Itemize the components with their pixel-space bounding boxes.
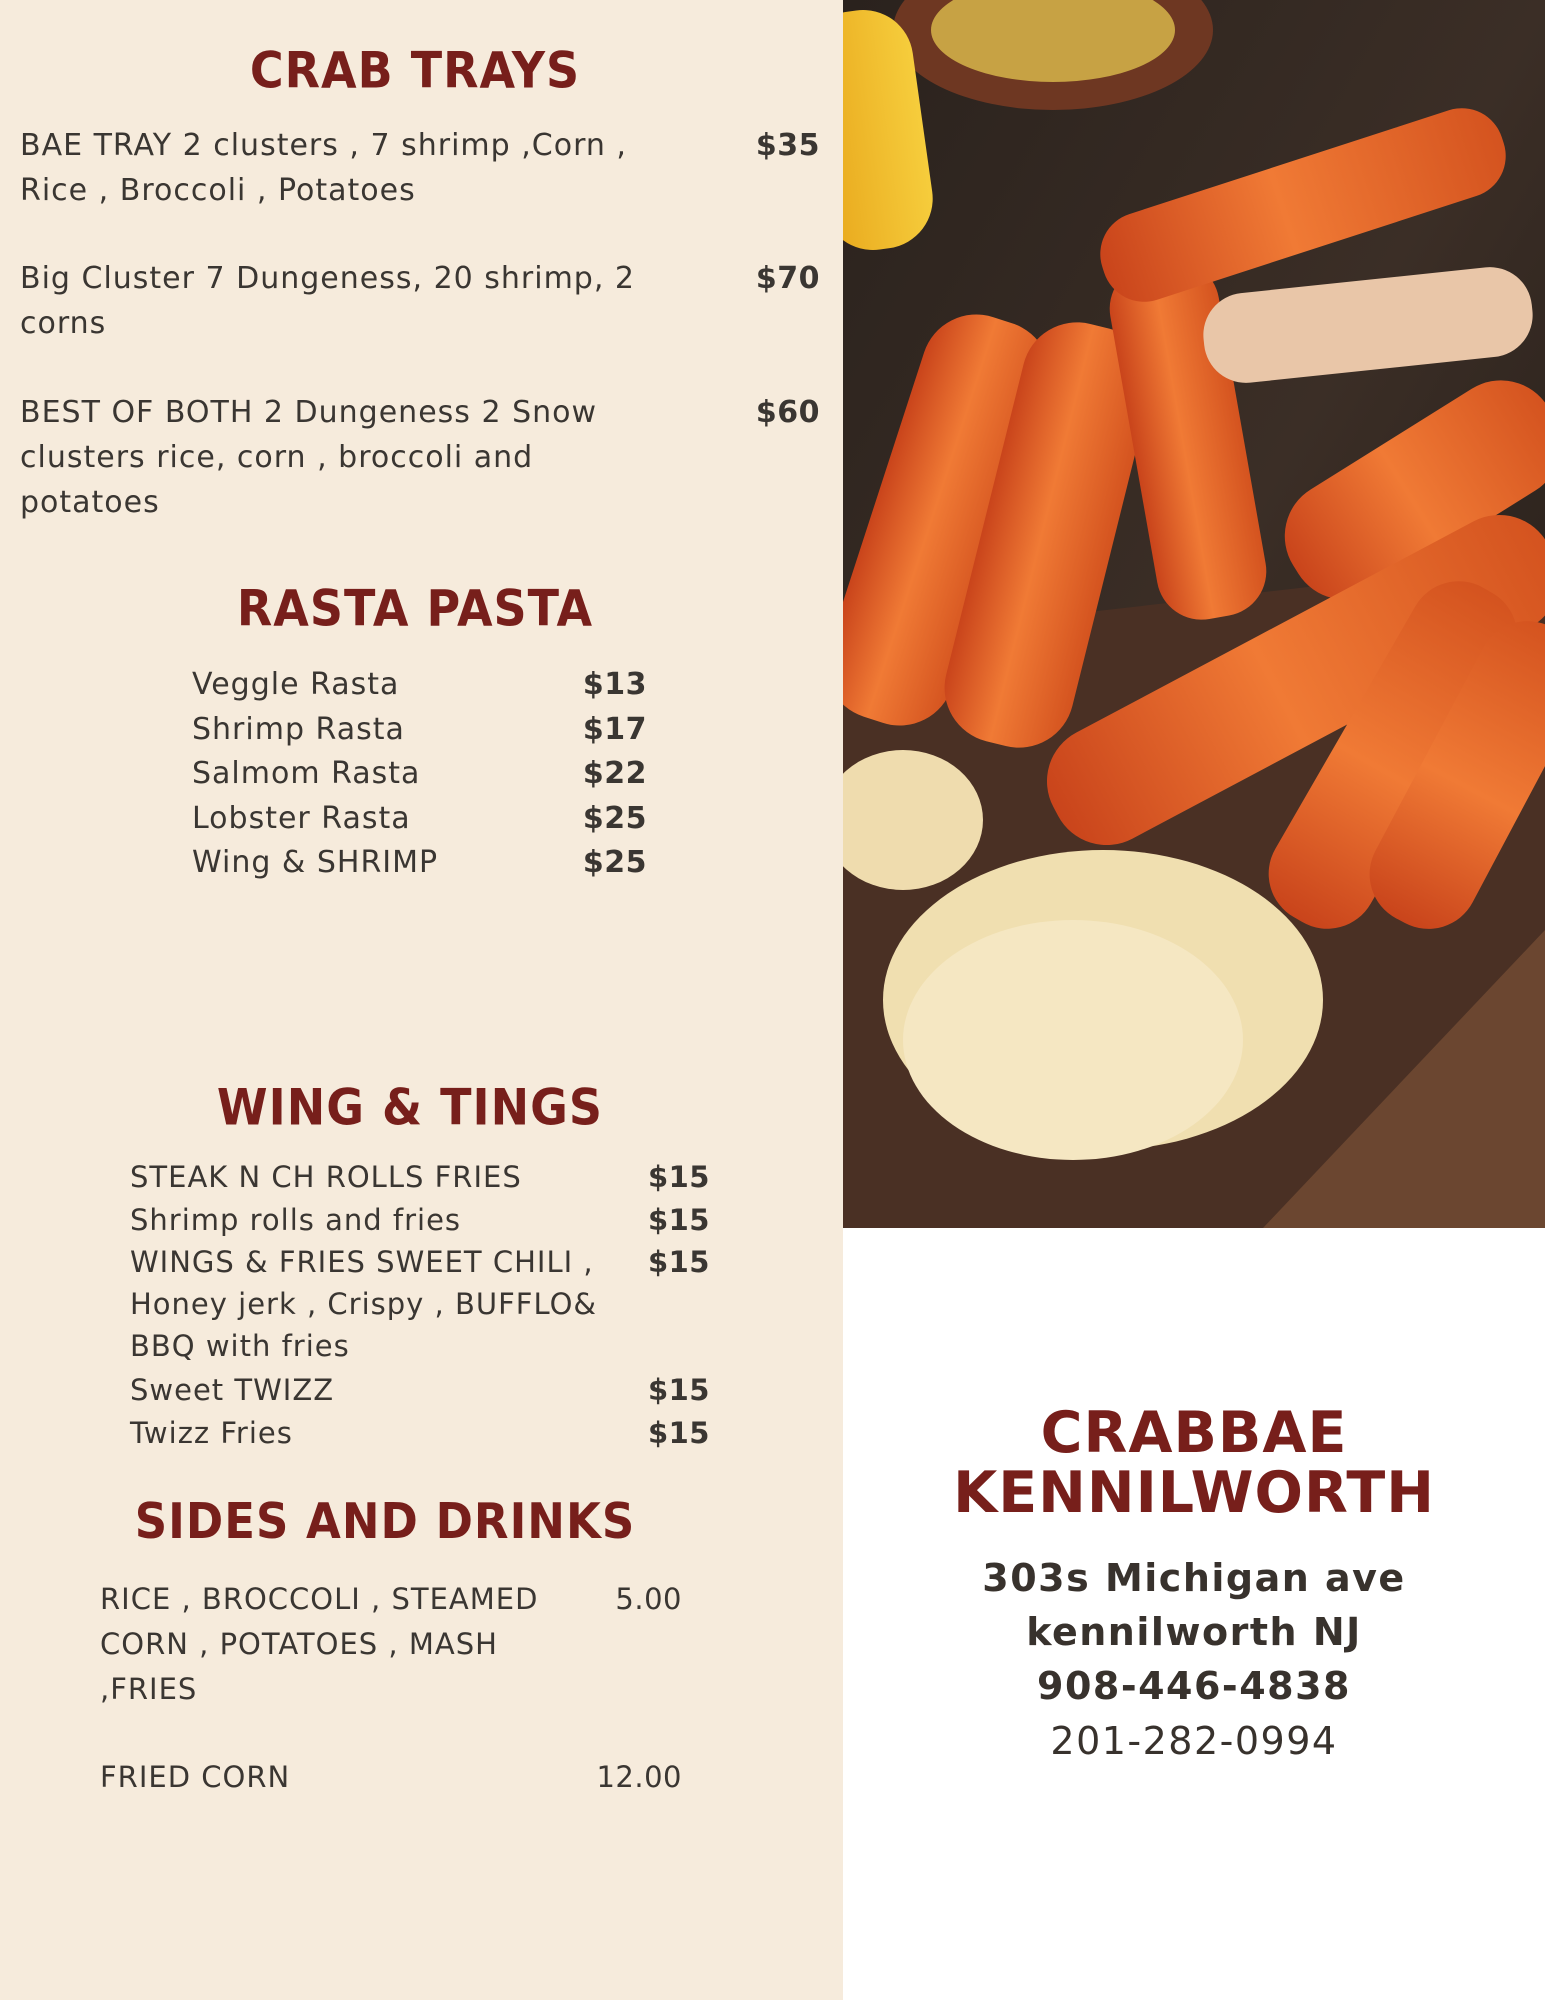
restaurant-name: CRABBAE KENNILWORTH — [953, 1400, 1435, 1526]
menu-item-price: $60 — [755, 395, 820, 430]
menu-item-description: FRIED CORN — [100, 1760, 291, 1794]
menu-item-description: RICE , BROCCOLI , STEAMED CORN , POTATOES , MASH ,FRIES — [100, 1582, 539, 1706]
rasta-pasta-title: RASTA PASTA — [236, 578, 594, 638]
address-line-2: kennilworth NJ — [1026, 1610, 1362, 1654]
menu-item-price: $15 — [647, 1203, 710, 1237]
phone-secondary: 201-282-0994 — [1050, 1719, 1338, 1763]
menu-item-price: $25 — [582, 801, 647, 836]
wing-tings-title: WING & TINGS — [216, 1077, 604, 1137]
menu-item-price: $17 — [582, 712, 647, 747]
menu-item-name: Lobster Rasta — [192, 801, 411, 836]
menu-item-price: $25 — [582, 845, 647, 880]
phone-primary: 908-446-4838 — [1037, 1664, 1351, 1708]
menu-item-price: $15 — [647, 1245, 710, 1279]
menu-item-description: Sweet TWIZZ — [130, 1373, 335, 1407]
menu-item-price: 12.00 — [596, 1760, 682, 1794]
menu-item-price: $35 — [755, 128, 820, 163]
menu-item-description: WINGS & FRIES SWEET CHILI , Honey jerk , Crispy , BUFFLO& BBQ with fries — [130, 1245, 598, 1363]
menu-item-price: $70 — [755, 261, 820, 296]
menu-item-name: Salmom Rasta — [192, 756, 421, 791]
menu-item-name: Shrimp Rasta — [192, 712, 405, 747]
menu-item-description: Big Cluster 7 Dungeness, 20 shrimp, 2 corns — [20, 261, 636, 341]
crab-legs-photo — [843, 0, 1545, 1228]
address-line-1: 303s Michigan ave — [982, 1556, 1406, 1600]
menu-item-price: $22 — [582, 756, 647, 791]
menu-item-description: Shrimp rolls and fries — [130, 1203, 462, 1237]
menu-item-price: 5.00 — [615, 1582, 682, 1616]
menu-item-description: BAE TRAY 2 clusters , 7 shrimp ,Corn , Rice , Broccoli , Potatoes — [20, 128, 627, 208]
crab-trays-title: CRAB TRAYS — [249, 40, 581, 100]
menu-item-description: STEAK N CH ROLLS FRIES — [130, 1160, 522, 1194]
menu-item-price: $15 — [647, 1416, 710, 1450]
menu-item-price: $15 — [647, 1373, 710, 1407]
menu-item-description: Twizz Fries — [130, 1416, 293, 1450]
menu-item-description: BEST OF BOTH 2 Dungeness 2 Snow clusters rice, corn , broccoli and potatoes — [20, 395, 598, 520]
menu-item-name: Wing & SHRIMP — [192, 845, 439, 880]
sides-drinks-title: SIDES AND DRINKS — [134, 1492, 636, 1551]
menu-item-price: $13 — [582, 667, 647, 702]
menu-item-price: $15 — [647, 1160, 710, 1194]
menu-item-name: Veggle Rasta — [192, 667, 400, 702]
